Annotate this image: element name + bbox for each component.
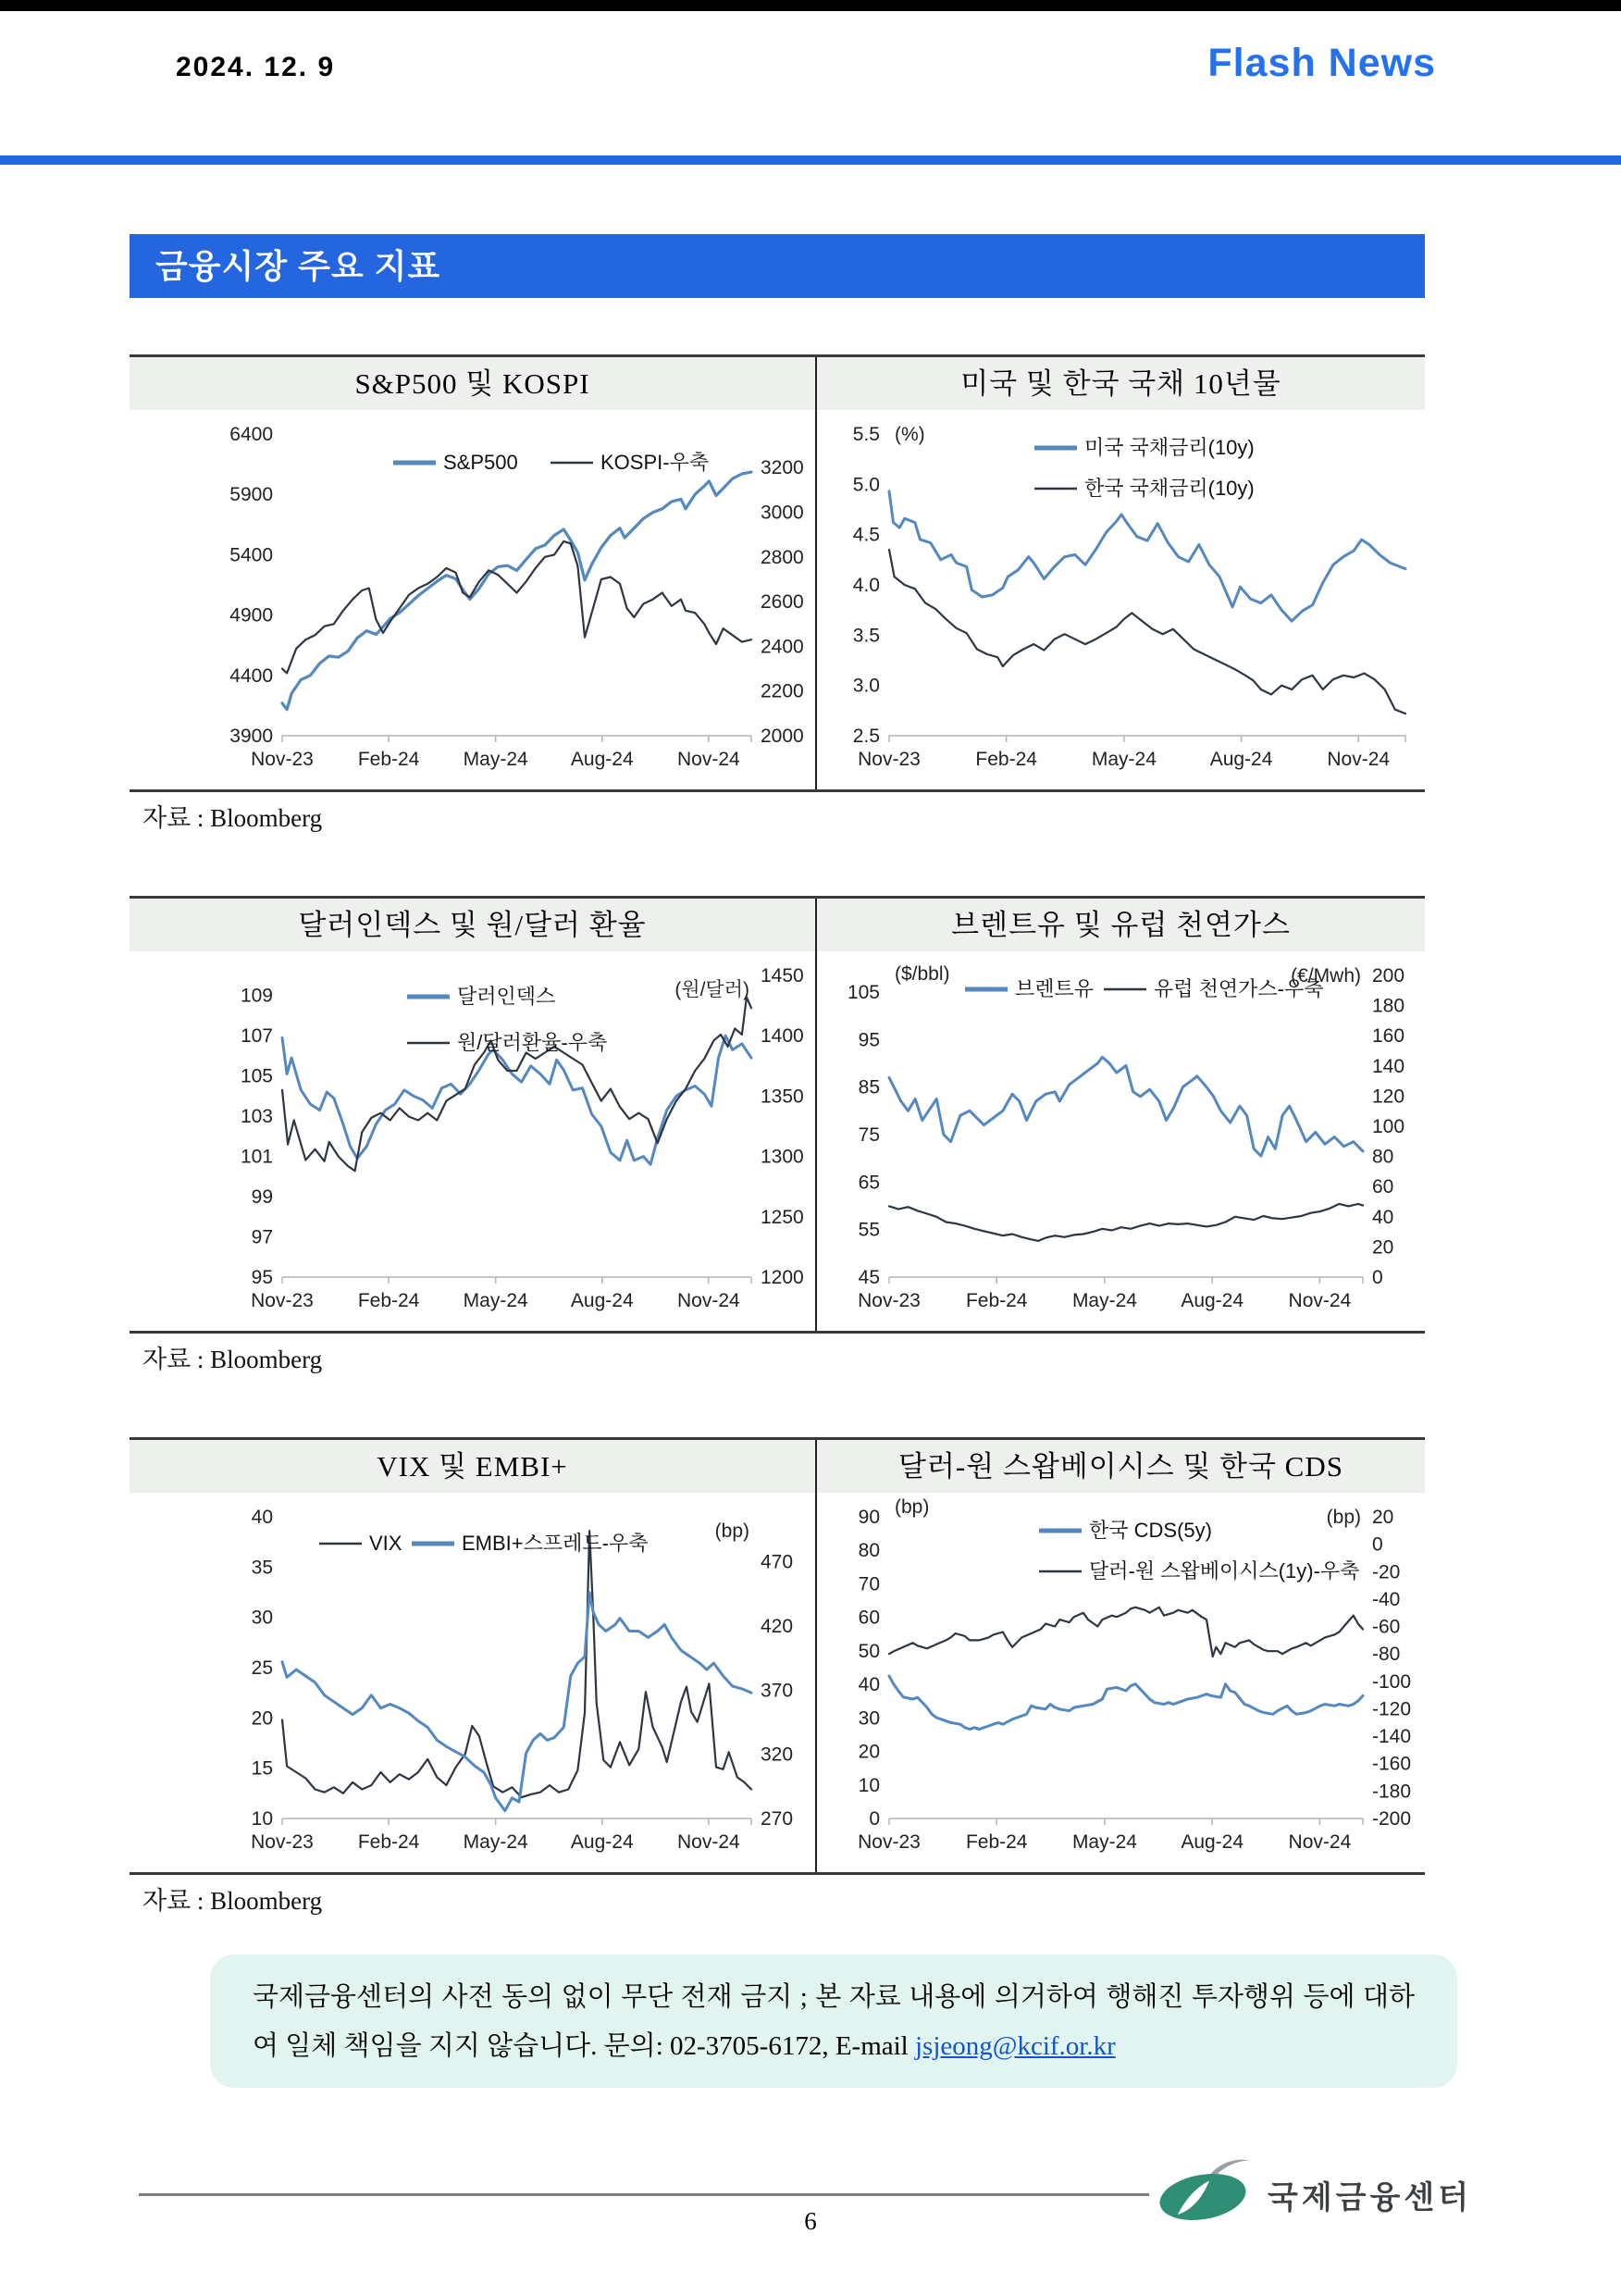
svg-text:200: 200 xyxy=(1372,965,1405,987)
svg-text:May-24: May-24 xyxy=(1091,749,1157,770)
svg-text:2600: 2600 xyxy=(761,591,804,614)
disclaimer-box xyxy=(210,1955,1457,2088)
svg-text:KOSPI-우축: KOSPI-우축 xyxy=(600,451,710,474)
svg-text:Feb-24: Feb-24 xyxy=(965,1290,1028,1311)
svg-text:120: 120 xyxy=(1372,1086,1405,1108)
svg-text:-60: -60 xyxy=(1372,1616,1401,1638)
svg-text:30: 30 xyxy=(858,1707,880,1730)
svg-text:20: 20 xyxy=(1372,1507,1394,1528)
svg-text:50: 50 xyxy=(858,1640,880,1662)
svg-text:60: 60 xyxy=(1372,1176,1394,1198)
chart-cds-swap xyxy=(817,1440,1425,1872)
svg-text:90: 90 xyxy=(858,1507,880,1528)
svg-text:브렌트유: 브렌트유 xyxy=(1015,977,1095,1000)
svg-text:40: 40 xyxy=(858,1674,880,1696)
svg-text:Nov-23: Nov-23 xyxy=(251,749,314,770)
chart-title-bar xyxy=(817,357,1425,410)
svg-text:80: 80 xyxy=(1372,1146,1394,1168)
header-rule xyxy=(0,155,1621,165)
svg-text:-80: -80 xyxy=(1372,1644,1401,1666)
page-number: 6 xyxy=(804,2207,817,2235)
chart-title-bar xyxy=(130,899,815,951)
chart-title: 미국 및 한국 국채 10년물 xyxy=(960,367,1281,400)
svg-text:70: 70 xyxy=(858,1573,880,1595)
svg-text:Nov-24: Nov-24 xyxy=(1327,749,1391,770)
svg-text:1300: 1300 xyxy=(761,1146,804,1168)
source-row xyxy=(130,1880,1425,1923)
svg-text:97: 97 xyxy=(251,1226,273,1248)
source-label: 자료 : Bloomberg xyxy=(142,804,323,832)
svg-text:99: 99 xyxy=(251,1186,273,1209)
svg-text:Aug-24: Aug-24 xyxy=(570,1290,634,1311)
report-date: 2024. 12. 9 xyxy=(176,52,336,82)
svg-text:270: 270 xyxy=(761,1808,794,1830)
svg-text:15: 15 xyxy=(251,1757,273,1780)
chart-title: 달러-원 스왑베이시스 및 한국 CDS xyxy=(898,1450,1343,1483)
svg-text:10: 10 xyxy=(251,1808,273,1830)
chart-title: 브렌트유 및 유럽 천연가스 xyxy=(951,909,1291,941)
svg-text:May-24: May-24 xyxy=(463,1290,528,1311)
svg-text:-20: -20 xyxy=(1372,1561,1401,1583)
top-black-bar xyxy=(0,0,1621,11)
svg-text:3.5: 3.5 xyxy=(852,625,880,647)
svg-text:Aug-24: Aug-24 xyxy=(1209,749,1273,770)
svg-text:40: 40 xyxy=(251,1507,273,1528)
svg-text:-120: -120 xyxy=(1372,1698,1412,1720)
contact-email-link[interactable]: jsjeong@kcif.or.kr xyxy=(914,2030,1116,2061)
chart-sp500-kospi xyxy=(130,357,817,789)
svg-text:75: 75 xyxy=(858,1123,880,1146)
svg-text:Feb-24: Feb-24 xyxy=(357,1290,420,1311)
svg-text:Nov-24: Nov-24 xyxy=(677,1290,740,1311)
svg-text:3900: 3900 xyxy=(229,726,273,747)
svg-text:Aug-24: Aug-24 xyxy=(570,1831,634,1853)
footer-divider xyxy=(139,2193,1149,2196)
chart-row-3 xyxy=(130,1437,1425,1875)
svg-text:60: 60 xyxy=(858,1607,880,1629)
svg-text:370: 370 xyxy=(761,1680,794,1702)
chart-canvas xyxy=(817,951,1425,1331)
svg-text:Nov-24: Nov-24 xyxy=(677,1831,740,1853)
svg-text:1200: 1200 xyxy=(761,1267,804,1288)
svg-text:5900: 5900 xyxy=(229,484,273,506)
chart-canvas xyxy=(130,1493,815,1872)
svg-text:Nov-24: Nov-24 xyxy=(1288,1831,1352,1853)
svg-text:($/bbl): ($/bbl) xyxy=(895,962,950,985)
svg-text:1350: 1350 xyxy=(761,1086,804,1108)
svg-text:Nov-23: Nov-23 xyxy=(858,749,921,770)
svg-text:5400: 5400 xyxy=(229,544,273,566)
svg-text:Aug-24: Aug-24 xyxy=(1181,1290,1244,1311)
chart-us-kr-10y xyxy=(817,357,1425,789)
svg-text:105: 105 xyxy=(847,981,880,1003)
chart-vix-embi xyxy=(130,1440,817,1872)
svg-text:Nov-23: Nov-23 xyxy=(251,1290,314,1311)
chart-brent-ttf xyxy=(817,899,1425,1331)
svg-text:100: 100 xyxy=(1372,1116,1405,1137)
svg-text:40: 40 xyxy=(1372,1206,1394,1228)
svg-text:Feb-24: Feb-24 xyxy=(965,1831,1028,1853)
svg-text:Aug-24: Aug-24 xyxy=(1181,1831,1244,1853)
svg-text:(원/달러): (원/달러) xyxy=(674,979,749,1000)
svg-text:Nov-24: Nov-24 xyxy=(1288,1290,1352,1311)
svg-text:4.5: 4.5 xyxy=(852,524,880,546)
svg-text:(bp): (bp) xyxy=(1326,1507,1361,1528)
svg-text:2800: 2800 xyxy=(761,546,804,568)
svg-text:95: 95 xyxy=(858,1029,880,1051)
svg-text:95: 95 xyxy=(251,1267,273,1288)
svg-text:한국 CDS(5y): 한국 CDS(5y) xyxy=(1089,1519,1212,1542)
svg-text:May-24: May-24 xyxy=(463,1831,528,1853)
svg-text:2200: 2200 xyxy=(761,680,804,702)
charts-area xyxy=(130,354,1425,1979)
svg-text:Aug-24: Aug-24 xyxy=(570,749,634,770)
svg-text:Feb-24: Feb-24 xyxy=(357,749,420,770)
svg-text:2.5: 2.5 xyxy=(852,726,880,747)
source-row xyxy=(130,1339,1425,1382)
svg-text:109: 109 xyxy=(240,985,273,1007)
svg-text:107: 107 xyxy=(240,1025,273,1048)
svg-text:유럽 천연가스-우축: 유럽 천연가스-우축 xyxy=(1154,977,1324,1000)
brand-title: Flash News xyxy=(1207,41,1436,85)
chart-canvas xyxy=(817,1493,1425,1872)
svg-text:0: 0 xyxy=(1372,1267,1383,1288)
svg-text:65: 65 xyxy=(858,1172,880,1194)
svg-text:한국 국채금리(10y): 한국 국채금리(10y) xyxy=(1084,477,1255,500)
svg-text:320: 320 xyxy=(761,1744,794,1766)
org-logo-text: 국제금융센터 xyxy=(1268,2180,1473,2215)
svg-text:20: 20 xyxy=(1372,1236,1394,1259)
svg-text:10: 10 xyxy=(858,1774,880,1796)
svg-text:4.0: 4.0 xyxy=(852,575,880,596)
source-label: 자료 : Bloomberg xyxy=(142,1346,323,1373)
svg-text:55: 55 xyxy=(858,1219,880,1241)
svg-text:Feb-24: Feb-24 xyxy=(357,1831,420,1853)
section-banner xyxy=(130,234,1425,298)
svg-text:달러-원 스왑베이시스(1y)-우축: 달러-원 스왑베이시스(1y)-우축 xyxy=(1089,1559,1360,1582)
svg-text:105: 105 xyxy=(240,1065,273,1087)
svg-text:2400: 2400 xyxy=(761,636,804,658)
svg-text:180: 180 xyxy=(1372,995,1405,1017)
svg-text:Nov-24: Nov-24 xyxy=(677,749,740,770)
svg-text:-160: -160 xyxy=(1372,1753,1412,1775)
chart-title-bar xyxy=(130,1440,815,1493)
svg-text:Nov-23: Nov-23 xyxy=(251,1831,314,1853)
chart-canvas xyxy=(130,951,815,1331)
svg-text:S&P500: S&P500 xyxy=(443,451,518,474)
svg-text:-140: -140 xyxy=(1372,1726,1412,1748)
svg-text:80: 80 xyxy=(858,1540,880,1562)
svg-text:6400: 6400 xyxy=(229,424,273,445)
svg-text:5.5: 5.5 xyxy=(852,424,880,445)
chart-title: S&P500 및 KOSPI xyxy=(354,367,590,400)
disclaimer-text: 국제금융센터의 사전 동의 없이 무단 전재 금지 ; 본 자료 내용에 의거하여 행해진 투자행위 등에 대하여 일체 책임을 지지 않습니다. 문의: 02-3705-6172, E-mail xyxy=(253,1982,1415,2061)
svg-text:3200: 3200 xyxy=(761,457,804,479)
svg-text:140: 140 xyxy=(1372,1055,1405,1077)
svg-text:0: 0 xyxy=(1372,1533,1383,1556)
svg-text:-200: -200 xyxy=(1372,1808,1412,1830)
svg-text:470: 470 xyxy=(761,1551,794,1573)
svg-text:103: 103 xyxy=(240,1106,273,1128)
svg-text:(bp): (bp) xyxy=(714,1520,749,1542)
chart-title-bar xyxy=(130,357,815,410)
svg-text:Nov-23: Nov-23 xyxy=(858,1831,921,1853)
svg-text:4900: 4900 xyxy=(229,604,273,627)
section-banner-title: 금융시장 주요 지표 xyxy=(155,247,441,285)
svg-text:0: 0 xyxy=(869,1808,880,1830)
svg-text:5.0: 5.0 xyxy=(852,474,880,496)
svg-text:160: 160 xyxy=(1372,1025,1405,1048)
svg-text:420: 420 xyxy=(761,1615,794,1637)
svg-text:1250: 1250 xyxy=(761,1206,804,1228)
source-row xyxy=(130,798,1425,840)
svg-text:1450: 1450 xyxy=(761,965,804,987)
chart-title-bar xyxy=(817,1440,1425,1493)
svg-text:3000: 3000 xyxy=(761,502,804,524)
svg-text:3.0: 3.0 xyxy=(852,675,880,697)
svg-text:(€/Mwh): (€/Mwh) xyxy=(1291,965,1361,987)
chart-canvas xyxy=(130,410,815,789)
svg-text:4400: 4400 xyxy=(229,664,273,687)
chart-title: VIX 및 EMBI+ xyxy=(377,1450,568,1483)
svg-text:(%): (%) xyxy=(895,424,925,445)
source-label: 자료 : Bloomberg xyxy=(142,1887,323,1915)
svg-text:원/달러환율-우축: 원/달러환율-우축 xyxy=(457,1031,608,1054)
svg-text:미국 국채금리(10y): 미국 국채금리(10y) xyxy=(1084,436,1255,459)
svg-text:45: 45 xyxy=(858,1267,880,1288)
svg-text:35: 35 xyxy=(251,1557,273,1579)
svg-text:20: 20 xyxy=(251,1707,273,1730)
svg-text:Feb-24: Feb-24 xyxy=(975,749,1037,770)
svg-text:25: 25 xyxy=(251,1657,273,1679)
svg-text:20: 20 xyxy=(858,1741,880,1763)
chart-title-bar xyxy=(817,899,1425,951)
svg-text:VIX: VIX xyxy=(369,1532,402,1555)
svg-text:-180: -180 xyxy=(1372,1781,1412,1803)
svg-text:-40: -40 xyxy=(1372,1588,1401,1610)
chart-canvas xyxy=(817,410,1425,789)
chart-row-2 xyxy=(130,896,1425,1334)
svg-text:30: 30 xyxy=(251,1607,273,1629)
chart-row-1 xyxy=(130,354,1425,792)
svg-text:1400: 1400 xyxy=(761,1025,804,1048)
svg-text:101: 101 xyxy=(240,1146,273,1168)
svg-text:May-24: May-24 xyxy=(1071,1831,1137,1853)
svg-text:EMBI+스프레드-우축: EMBI+스프레드-우축 xyxy=(462,1532,649,1555)
chart-dxy-krw xyxy=(130,899,817,1331)
svg-text:85: 85 xyxy=(858,1076,880,1098)
svg-text:2000: 2000 xyxy=(761,726,804,747)
svg-text:May-24: May-24 xyxy=(463,749,528,770)
svg-text:-100: -100 xyxy=(1372,1670,1412,1693)
chart-title: 달러인덱스 및 원/달러 환율 xyxy=(298,909,647,941)
svg-text:May-24: May-24 xyxy=(1071,1290,1137,1311)
svg-text:달러인덱스: 달러인덱스 xyxy=(457,985,556,1008)
svg-text:Nov-23: Nov-23 xyxy=(858,1290,921,1311)
svg-text:(bp): (bp) xyxy=(895,1496,930,1518)
